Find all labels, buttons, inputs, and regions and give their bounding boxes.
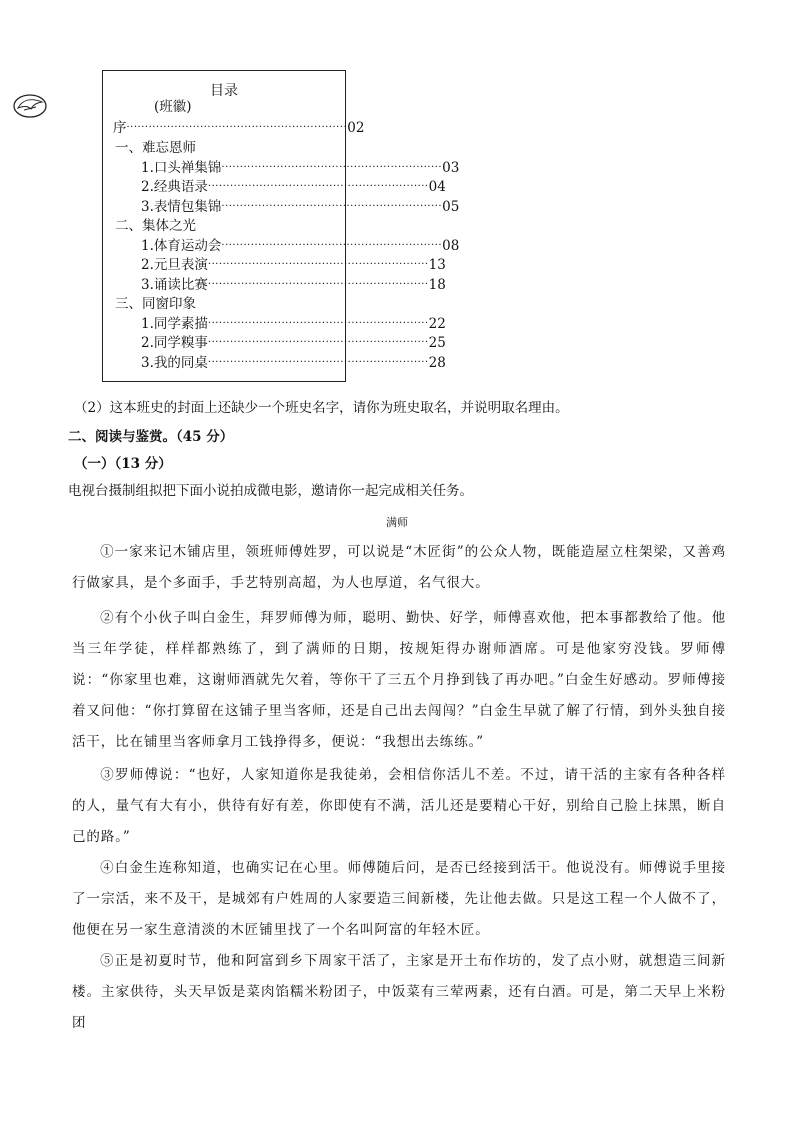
toc-leader-dots: ···························································· bbox=[207, 279, 429, 290]
toc-item bbox=[141, 256, 446, 274]
class-badge-icon bbox=[12, 92, 50, 120]
toc-item bbox=[115, 139, 335, 157]
section-heading: 二、阅读与鉴赏。（45 分） bbox=[68, 429, 234, 445]
toc-leader-dots: ···························································· bbox=[126, 122, 348, 133]
toc-leader-dots: ···························································· bbox=[221, 162, 443, 173]
toc-item-page: 25 bbox=[428, 335, 446, 351]
toc-item-page: 03 bbox=[442, 160, 460, 176]
toc-leader-dots: ···························································· bbox=[207, 337, 429, 348]
toc-item-page: 22 bbox=[428, 316, 446, 332]
paragraph-4 bbox=[72, 853, 726, 946]
toc-item bbox=[115, 295, 335, 313]
toc-item-label: 3.诵读比赛 bbox=[141, 277, 208, 293]
toc-item-label: 2.经典语录 bbox=[141, 179, 208, 195]
toc-item bbox=[115, 217, 335, 235]
toc-item-page: 05 bbox=[442, 199, 460, 215]
class-badge-label: (班徽) bbox=[154, 99, 192, 115]
paragraph-2-text: ②有个小伙子叫白金生，拜罗师傅为师，聪明、勤快、好学，师傅喜欢他，把本事都教给了他。他当三年学徒，样样都熟练了，到了满师的日期，按规矩得办谢师酒席。可是他家穷没钱。罗师傅说：“你家里也难，这谢师酒就先欠着，等你干了三五个月挣到钱了再办吧。”白金生好感动。罗师傅接着又问他：“你打算留在这铺子里当客师，还是自己出去闯闯？”白金生早就了解了行情，到外头独自接活干，比在铺里当客师拿月工钱挣得多，便说：“我想出去练练。” bbox=[72, 610, 726, 750]
toc-leader-dots: ···························································· bbox=[207, 318, 429, 329]
paragraph-5-text: ⑤正是初夏时节，他和阿富到乡下周家干活了，主家是开土布作坊的，发了点小财，就想造三间新楼。主家供待，头天早饭是菜肉馅糯米粉团子，中饭菜有三荤两素，还有白酒。可是，第二天早上米粉团 bbox=[72, 953, 726, 1031]
toc-item-page: 28 bbox=[428, 355, 446, 371]
paragraph-4-text: ④白金生连称知道，也确实记在心里。师傅随后问，是否已经接到活干。他说没有。师傅说手里接了一宗活，来不及干，是城郊有户姓周的人家要造三间新楼，先让他去做。只是这工程一个人做不了，他便在另一家生意清淡的木匠铺里找了一个名叫阿富的年轻木匠。 bbox=[72, 860, 726, 938]
toc-item-page: 04 bbox=[428, 179, 446, 195]
paragraph-3 bbox=[72, 760, 726, 853]
paragraph-5 bbox=[72, 946, 726, 1039]
toc-leader-dots: ···························································· bbox=[207, 181, 429, 192]
toc-item bbox=[141, 159, 460, 177]
toc-item-label: 3.我的同桌 bbox=[141, 355, 208, 371]
toc-item-label: 1.体育运动会 bbox=[141, 238, 222, 254]
toc-item bbox=[113, 119, 365, 137]
toc-leader-dots: ···························································· bbox=[207, 259, 429, 270]
table-of-contents bbox=[102, 70, 460, 382]
toc-item bbox=[141, 198, 460, 216]
toc-item-label: 1.口头禅集锦 bbox=[141, 160, 222, 176]
toc-section-label: 一、难忘恩师 bbox=[115, 140, 196, 156]
toc-item-page: 02 bbox=[347, 120, 365, 136]
toc-item-page: 18 bbox=[428, 277, 446, 293]
paragraph-3-text: ③罗师傅说：“也好，人家知道你是我徒弟，会相信你活儿不差。不过，请干活的主家有各种各样的人，量气有大有小，供待有好有差，你即使有不满，活儿还是要精心干好，别给自己脸上抹黑，断自己的路。” bbox=[72, 767, 726, 845]
toc-leader-dots: ···························································· bbox=[207, 357, 429, 368]
toc-leader-dots: ···························································· bbox=[221, 201, 443, 212]
toc-section-label: 二、集体之光 bbox=[115, 218, 196, 234]
intro-text: 电视台摄制组拟把下面小说拍成微电影，邀请你一起完成相关任务。 bbox=[68, 483, 473, 499]
toc-item-page: 08 bbox=[442, 238, 460, 254]
paragraph-1-text: ①一家来记木铺店里，领班师傅姓罗，可以说是“木匠街”的公众人物，既能造屋立柱架梁，又善鸡行做家具，是个多面手，手艺特别高超，为人也厚道，名气很大。 bbox=[72, 544, 726, 591]
paragraph-2 bbox=[72, 603, 726, 758]
toc-item-label: 3.表情包集锦 bbox=[141, 199, 222, 215]
toc-item-label: 1.同学素描 bbox=[141, 316, 208, 332]
toc-item-label: 2.同学糗事 bbox=[141, 335, 208, 351]
toc-item bbox=[141, 354, 446, 372]
toc-item bbox=[141, 334, 446, 352]
toc-item bbox=[141, 276, 446, 294]
toc-item bbox=[141, 178, 446, 196]
toc-item bbox=[141, 237, 460, 255]
toc-item-page: 13 bbox=[428, 257, 446, 273]
toc-section-label: 三、同窗印象 bbox=[115, 296, 196, 312]
toc-item-label: 2.元旦表演 bbox=[141, 257, 208, 273]
paragraph-1 bbox=[72, 537, 726, 599]
subsection-heading: （一）（13 分） bbox=[74, 456, 172, 472]
question-2: （2）这本班史的封面上还缺少一个班史名字，请你为班史取名，并说明取名理由。 bbox=[74, 400, 569, 416]
toc-title: 目录 bbox=[210, 83, 238, 99]
toc-leader-dots: ···························································· bbox=[221, 240, 443, 251]
story-title: 满师 bbox=[386, 516, 408, 529]
toc-item bbox=[141, 315, 446, 333]
toc-item-label: 序 bbox=[113, 120, 127, 136]
